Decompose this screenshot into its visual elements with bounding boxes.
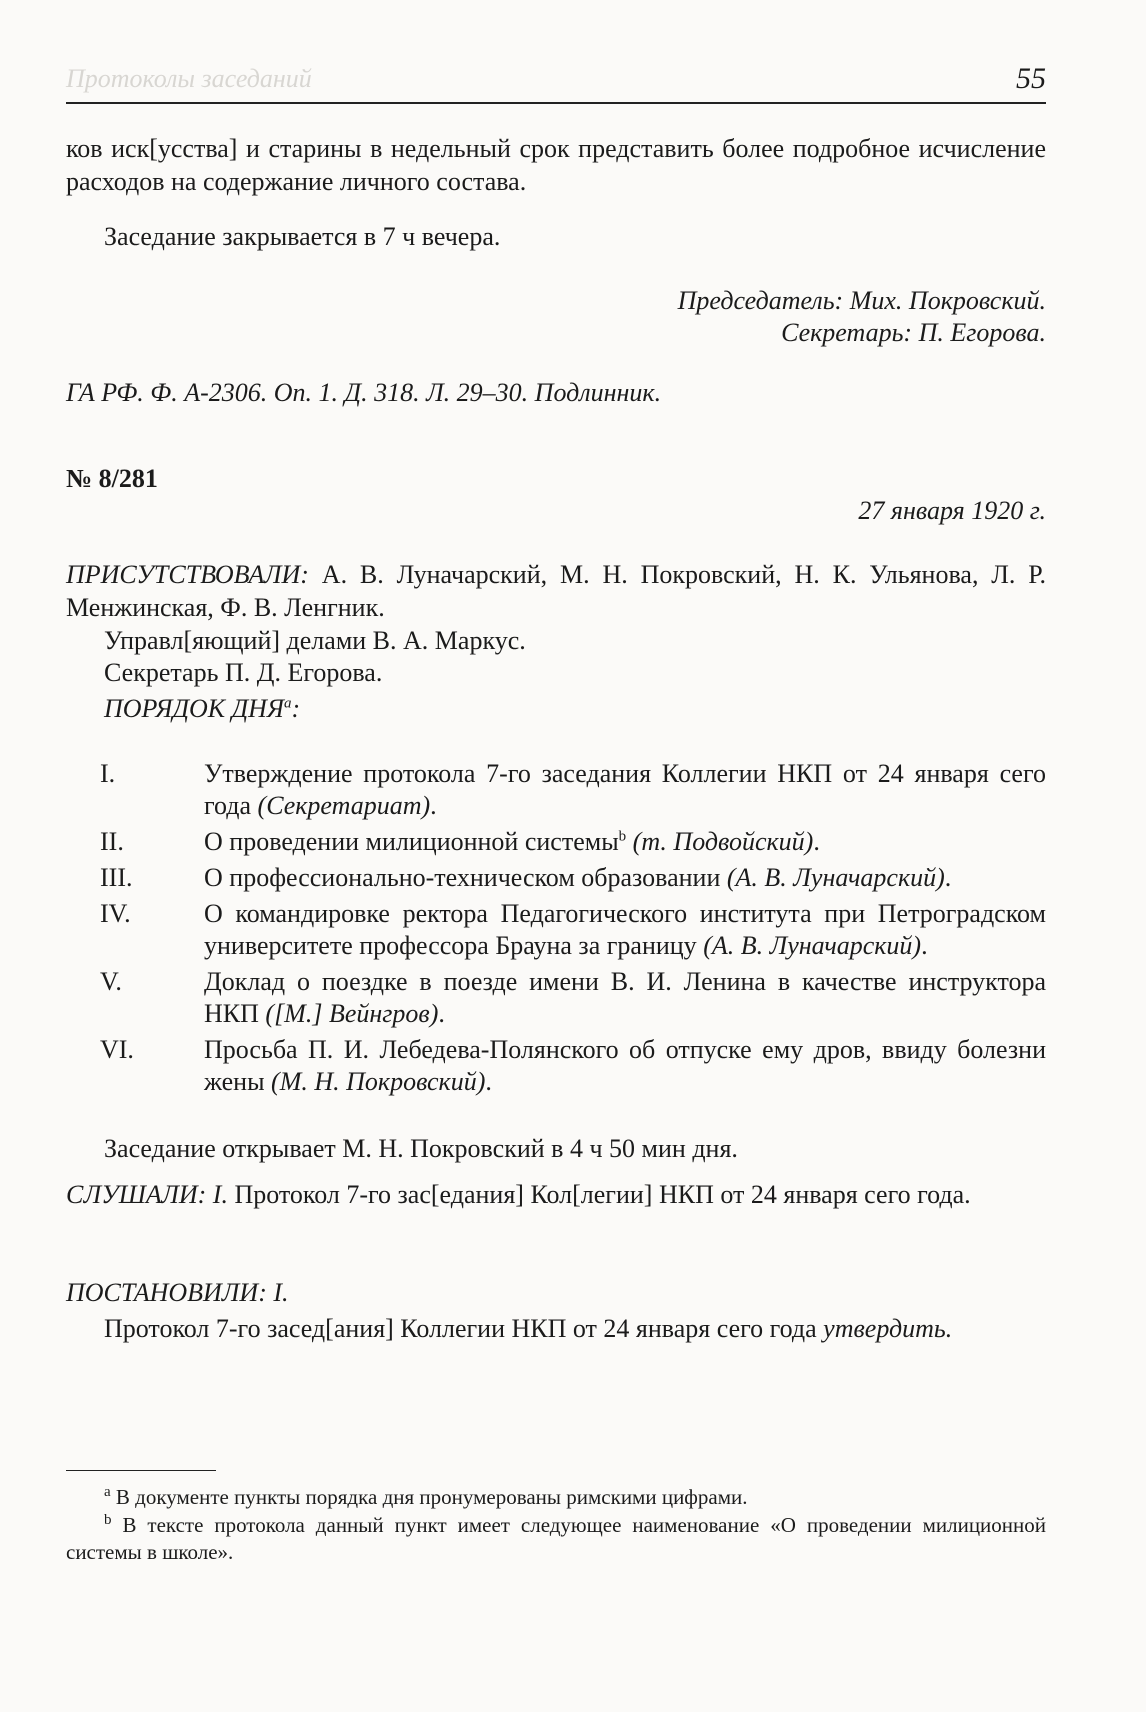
running-title: Протоколы заседаний [66,64,312,93]
agenda-item-speaker: (Секретариат) [257,791,431,820]
resolved-text [66,1312,1046,1345]
page-number: 55 [1016,62,1046,95]
present-paragraph [66,558,1046,624]
document-date: 27 января 1920 г. [858,496,1046,525]
agenda-item-footnote-mark: b [618,828,627,845]
resolved-body: Протокол 7-го засед[ания] Коллегии НКП от 24 января сего года [104,1314,817,1343]
closing-line: Заседание закрывается в 7 ч вечера. [104,222,501,251]
footnote-a-mark: a [104,1484,111,1500]
agenda-list [100,754,1046,1098]
agenda-heading: ПОРЯДОК ДНЯ$^a$: [104,694,301,723]
agenda-item [100,826,1046,858]
agenda-item [100,898,1046,962]
heard-label: СЛУШАЛИ: I. [66,1180,228,1209]
agenda-item-speaker: (т. Подвойский) [632,827,814,856]
archive-reference: ГА РФ. Ф. А-2306. Оп. 1. Д. 318. Л. 29–30. Подлинник. [66,378,662,407]
secretary-line: Секретарь П. Д. Егорова. [104,658,383,687]
agenda-item [100,1034,1046,1098]
footnote-a-text: В документе пункты порядка дня пронумерованы римскими цифрами. [115,1485,748,1509]
agenda-item-text: Доклад о поездке в поезде имени В. И. Ленина в качестве инструктора НКП [204,967,1046,1028]
agenda-label: ПОРЯДОК ДНЯ [104,694,284,723]
opening-line: Заседание открывает М. Н. Покровский в 4 ч 50 мин дня. [104,1134,738,1163]
manager-line: Управл[яющий] делами В. А. Маркус. [104,626,526,655]
running-header [66,58,1046,104]
agenda-item-end: . [944,863,952,892]
footnote-b-mark: b [104,1512,112,1528]
secretary-signature: Секретарь: П. Егорова. [781,318,1046,347]
agenda-item-speaker: (М. Н. Покровский) [271,1067,486,1096]
present-label: ПРИСУТСТВОВАЛИ: [66,560,309,589]
agenda-item-number: IV. [100,899,131,928]
agenda-item-text: Утверждение протокола 7-го заседания Коллегии НКП от 24 января сего года [204,759,1046,820]
agenda-item-text: О профессионально-техническом образовании [204,863,721,892]
agenda-item-text: О командировке ректора Педагогического института при Петроградском университете профессора Брауна за границу [204,899,1046,960]
heard-text: Протокол 7-го зас[едания] Кол[легии] НКП от 24 января сего года. [234,1180,971,1209]
continuation-paragraph: ков иск[усства] и старины в недельный срок представить более подробное исчисление расходов на содержание личного состава. [66,134,1046,196]
agenda-item-end: . [438,999,445,1028]
heard-paragraph [66,1178,1046,1211]
resolved-verb: утвердить. [823,1314,953,1343]
agenda-item-number: V. [100,967,122,996]
agenda-item-end: . [813,827,820,856]
agenda-item-speaker: (А. В. Луначарский) [703,931,922,960]
agenda-item [100,758,1046,822]
header-rule [66,102,1046,104]
agenda-item-end: . [430,791,437,820]
agenda-item-number: III. [100,863,133,892]
agenda-item-end: . [921,931,928,960]
agenda-item [100,966,1046,1030]
footnote-ref-a: a [283,695,292,712]
agenda-item [100,862,1046,894]
footnote-b-text: В тексте протокола данный пункт имеет следующее наименование «О проведении милиционной системы в школе». [66,1513,1047,1564]
agenda-item-number: VI. [100,1035,134,1064]
footnote-a [66,1484,1046,1511]
footnote-b [66,1512,1046,1566]
agenda-item-end: . [485,1067,492,1096]
agenda-item-speaker: (А. В. Луначарский) [726,863,945,892]
agenda-item-number: II. [100,827,124,856]
agenda-item-speaker: ([М.] Вейнгров) [265,999,439,1028]
footnote-rule [66,1470,216,1471]
chairman-signature: Председатель: Мих. Покровский. [677,286,1046,315]
agenda-item-number: I. [100,759,116,788]
agenda-item-text: О проведении милиционной системы [204,827,619,856]
document-number: № 8/281 [66,464,158,493]
agenda-item-text: Просьба П. И. Лебедева-Полянского об отпуске ему дров, ввиду болезни жены [204,1035,1046,1096]
resolved-label: ПОСТАНОВИЛИ: I. [66,1278,289,1307]
present-names: А. В. Луначарский, М. Н. Покровский, Н. К. Ульянова, Л. Р. Менжинская, Ф. В. Ленгник. [66,560,1046,622]
